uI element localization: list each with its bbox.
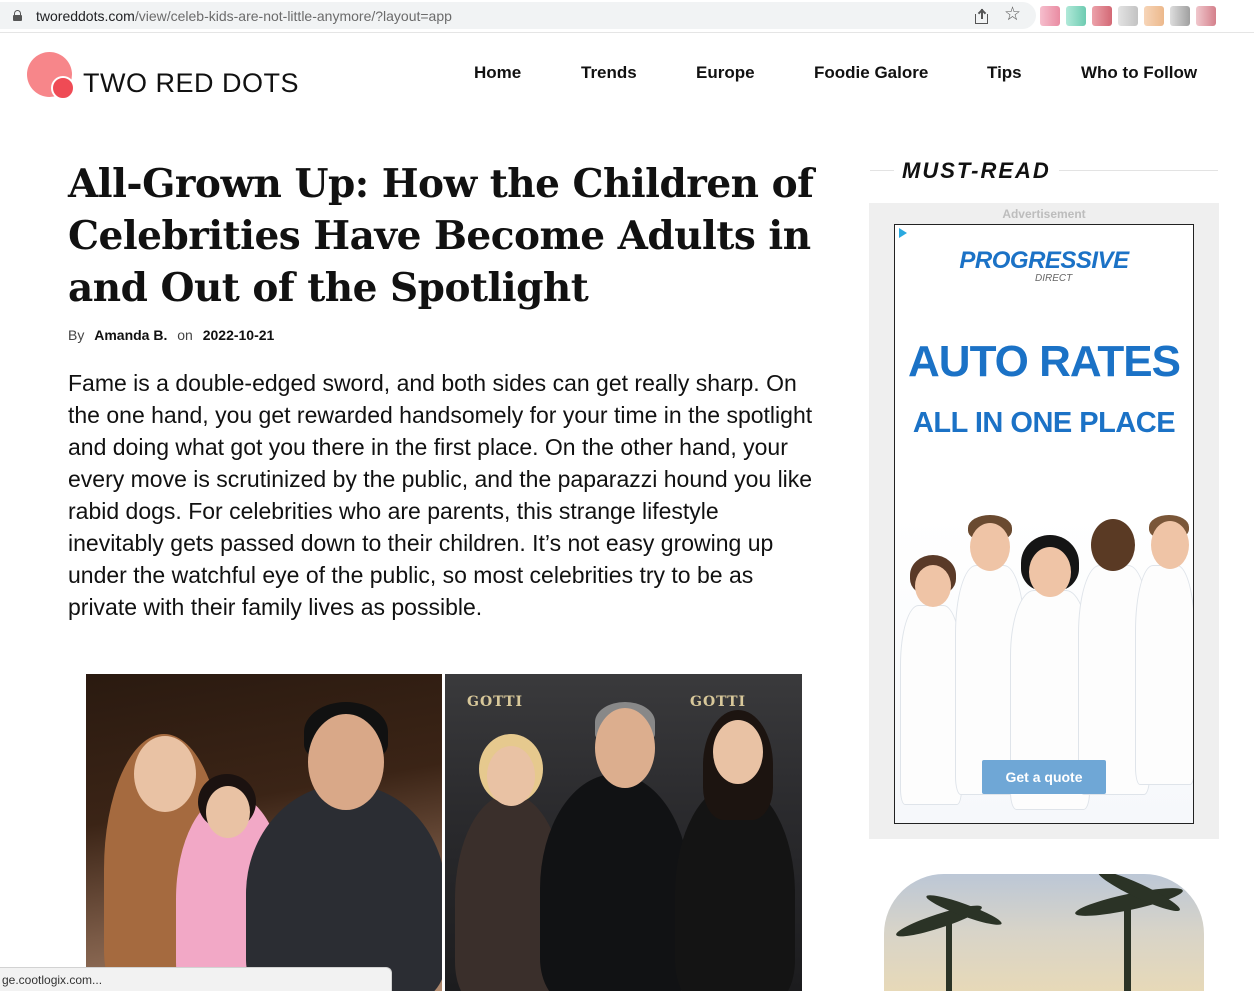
by-label: By xyxy=(68,327,85,343)
link-status-bar: ge.cootlogix.com... xyxy=(0,967,392,991)
ad-headline: AUTO RATES xyxy=(908,337,1180,386)
must-read-card-image[interactable] xyxy=(884,874,1204,991)
nav-foodie-galore[interactable]: Foodie Galore xyxy=(814,63,929,82)
extension-icons xyxy=(1040,6,1216,26)
url-field[interactable] xyxy=(0,2,1036,29)
article-title: All-Grown Up: How the Children of Celebrities Have Become Adults in and Out of the Spotlight xyxy=(68,161,814,311)
extension-icon[interactable] xyxy=(1092,6,1112,26)
article-photo-right xyxy=(445,674,802,991)
backdrop-text: GOTTI xyxy=(467,694,524,710)
on-label: on xyxy=(177,327,193,343)
article-intro: Fame is a double-edged sword, and both sides can get really sharp. On the one hand, you get rewarded handsomely for your time in the spotlight and doing what got you there in the first place. On the other hand, your every move is scrutinized by the public, and the paparazzi hound you like rabid dogs. For celebrities who are parents, this strange lifestyle inevitably gets passed down to their children. It’s not easy growing up under the watchful eye of the public, so most celebrities try to be as private with their family lives as possible. xyxy=(68,370,813,620)
publish-date: 2022-10-21 xyxy=(202,327,275,343)
nav-trends[interactable]: Trends xyxy=(581,63,637,82)
ad-brand-sub: DIRECT xyxy=(1035,273,1073,284)
get-a-quote-button[interactable]: Get a quote xyxy=(982,760,1106,794)
extension-icon[interactable] xyxy=(1144,6,1164,26)
logo-dot-icon xyxy=(51,76,75,100)
extension-icon[interactable] xyxy=(1170,6,1190,26)
must-read-section-header xyxy=(870,158,1218,184)
bookmark-star-icon[interactable]: ☆ xyxy=(1004,4,1022,25)
browser-address-bar xyxy=(0,0,1254,33)
author-name[interactable]: Amanda B. xyxy=(94,327,168,343)
site-logo[interactable] xyxy=(27,52,299,102)
byline xyxy=(68,327,280,343)
article-photo-left xyxy=(86,674,442,991)
nav-europe[interactable]: Europe xyxy=(696,63,755,82)
nav-who-to-follow[interactable]: Who to Follow xyxy=(1081,63,1198,82)
extension-icon[interactable] xyxy=(1040,6,1060,26)
nav-home[interactable]: Home xyxy=(474,63,522,82)
url-text[interactable]: tworeddots.com/view/celeb-kids-are-not-little-anymore/?layout=app xyxy=(36,8,452,24)
share-icon[interactable] xyxy=(975,9,988,24)
logo-text: TWO RED DOTS xyxy=(83,68,299,98)
extension-icon[interactable] xyxy=(1066,6,1086,26)
advertisement-container xyxy=(869,203,1219,839)
ad-subheadline: ALL IN ONE PLACE xyxy=(912,407,1176,439)
ad-caption: Advertisement xyxy=(1002,207,1086,221)
lock-icon[interactable] xyxy=(13,10,22,21)
extension-icon[interactable] xyxy=(1118,6,1138,26)
must-read-heading: MUST-READ xyxy=(894,158,1059,184)
ad-brand-logo: PROGRESSIVE xyxy=(959,247,1129,274)
adchoices-icon[interactable] xyxy=(895,225,913,241)
extension-icon[interactable] xyxy=(1196,6,1216,26)
progressive-ad-banner[interactable] xyxy=(894,224,1194,824)
nav-tips[interactable]: Tips xyxy=(987,63,1022,82)
backdrop-text: GOTTI xyxy=(690,694,747,710)
